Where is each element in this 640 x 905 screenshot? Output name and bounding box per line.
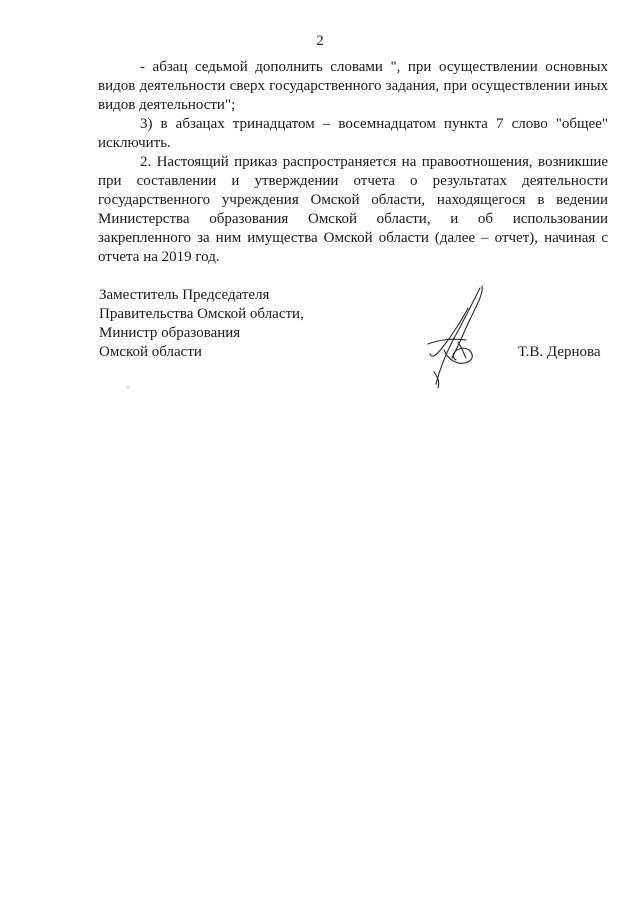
signature-title-block	[99, 286, 304, 362]
signer-title-line-1: Заместитель Председателя	[99, 287, 270, 303]
page-number: 2	[316, 33, 324, 49]
signer-title-line-3: Министр образования	[99, 325, 241, 341]
signer-name: Т.В. Дернова	[518, 344, 601, 360]
paragraph-item-2: 2. Настоящий приказ распространяется на правоотношения, возникшие при составлении и утверждении отчета о результатах деятельности государственного учреждения Омской области, находящегося в ведении Министерства образования Омской области, и об использовании закрепленного за ним имущества Омской области (далее – отчет), начиная с отчета на 2019 год.	[98, 154, 608, 265]
scan-speck	[127, 386, 129, 388]
document-body	[98, 58, 608, 267]
handwritten-signature	[422, 284, 502, 394]
signer-title-line-2: Правительства Омской области,	[99, 306, 304, 322]
signer-title-line-4: Омской области	[99, 344, 202, 360]
paragraph-item-3: 3) в абзацах тринадцатом – восемнадцатом пункта 7 слово "общее" исключить.	[98, 116, 608, 151]
paragraph-abzac-sedmoy: - абзац седьмой дополнить словами ", при осуществлении основных видов деятельности сверх государственного задания, при осуществлении иных видов деятельности";	[98, 59, 608, 113]
